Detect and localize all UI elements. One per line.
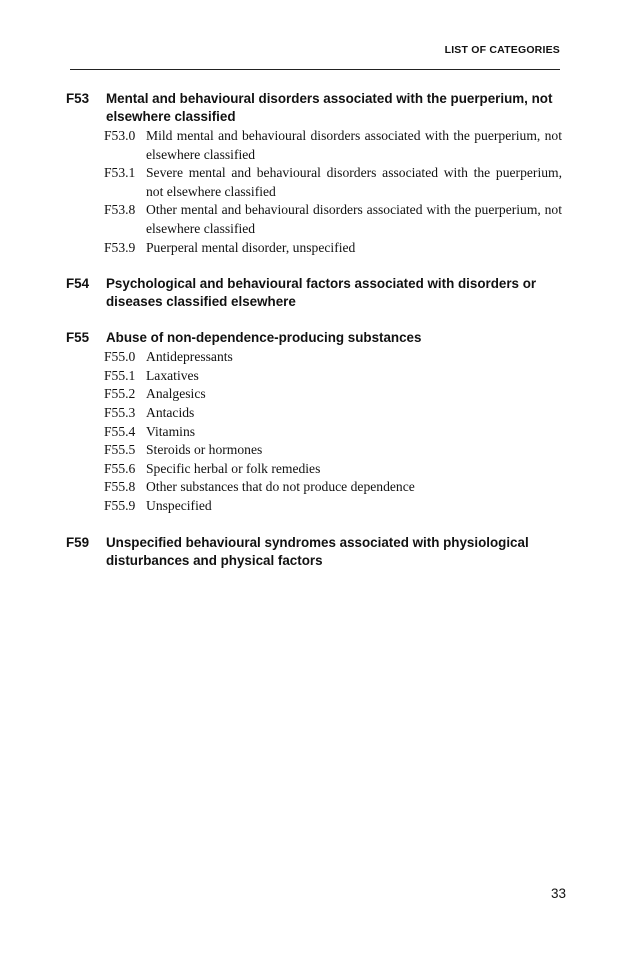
subcategory-text: Vitamins: [146, 423, 196, 439]
subcategory-code: F55.0: [104, 349, 136, 365]
subcategory-item: [104, 478, 562, 497]
subcategory-text: Unspecified: [146, 497, 212, 513]
category-heading: [66, 534, 562, 570]
subcategory-item: [104, 423, 562, 442]
subcategory-text: Antacids: [146, 404, 195, 420]
subcategory-item: [104, 348, 562, 367]
subcategory-code: F53.9: [104, 239, 136, 255]
category-heading: [66, 329, 562, 347]
category-title: Psychological and behavioural factors associated with disorders or diseases classified elsewhere: [106, 276, 537, 310]
subcategory-code: F53.8: [104, 202, 136, 218]
subcategory-code: F55.3: [104, 404, 136, 420]
subcategory-text: Severe mental and behavioural disorders associated with the puerperium, not elsewhere classified: [146, 165, 562, 199]
subcategory-text: Steroids or hormones: [146, 442, 263, 458]
subcategory-code: F55.5: [104, 442, 136, 458]
subcategory-text: Antidepressants: [146, 349, 233, 365]
subcategory-item: [104, 127, 562, 164]
subcategory-item: [104, 497, 562, 516]
subcategory-item: [104, 239, 562, 258]
subcategory-item: [104, 201, 562, 238]
subcategory-text: Other substances that do not produce dependence: [146, 479, 415, 495]
subcategory-item: [104, 404, 562, 423]
category-heading: [66, 275, 562, 311]
subcategory-text: Mild mental and behavioural disorders associated with the puerperium, not elsewhere classified: [146, 128, 562, 162]
subcategory-list: [66, 348, 562, 515]
page-number: 33: [550, 886, 566, 901]
subcategory-item: [104, 460, 562, 479]
subcategory-code: F55.1: [104, 367, 136, 383]
subcategory-code: F53.1: [104, 165, 136, 181]
running-head: LIST OF CATEGORIES: [444, 44, 560, 56]
category-section-f59: [66, 534, 562, 570]
category-title: Mental and behavioural disorders associated with the puerperium, not elsewhere classified: [106, 91, 553, 124]
category-section-f53: [66, 90, 562, 257]
subcategory-text: Analgesics: [146, 386, 206, 402]
category-title: Unspecified behavioural syndromes associated with physiological disturbances and physical factors: [106, 534, 529, 568]
header-rule: [70, 69, 560, 70]
subcategory-item: [104, 367, 562, 386]
category-code: F54: [66, 276, 90, 292]
category-code: F55: [66, 330, 90, 346]
subcategory-text: Puerperal mental disorder, unspecified: [146, 239, 356, 255]
subcategory-item: [104, 441, 562, 460]
category-list: [66, 90, 562, 588]
category-section-f55: [66, 329, 562, 515]
subcategory-text: Specific herbal or folk remedies: [146, 460, 321, 476]
category-heading: [66, 90, 562, 126]
category-code: F59: [66, 534, 90, 550]
subcategory-code: F53.0: [104, 128, 136, 143]
subcategory-code: F55.8: [104, 479, 136, 495]
subcategory-text: Laxatives: [146, 367, 199, 383]
category-code: F53: [66, 91, 90, 106]
subcategory-list: [66, 127, 562, 257]
subcategory-code: F55.6: [104, 460, 136, 476]
category-section-f54: [66, 275, 562, 311]
category-title: Abuse of non-dependence-producing substances: [106, 330, 422, 346]
subcategory-code: F55.4: [104, 423, 136, 439]
subcategory-item: [104, 385, 562, 404]
subcategory-text: Other mental and behavioural disorders associated with the puerperium, not elsewhere classified: [146, 202, 562, 236]
subcategory-code: F55.9: [104, 497, 136, 513]
subcategory-item: [104, 164, 562, 201]
subcategory-code: F55.2: [104, 386, 136, 402]
